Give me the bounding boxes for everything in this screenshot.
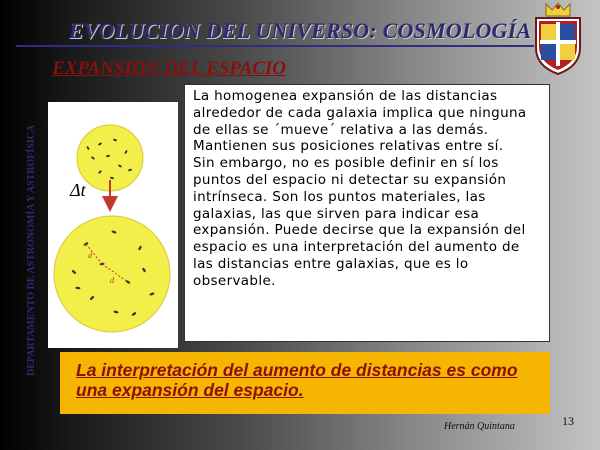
department-label: DEPARTAMENTO DE ASTRONOMÍA Y ASTROFÍSICA: [26, 124, 37, 376]
page-number: 13: [562, 414, 574, 428]
delta-t-label: Δt: [70, 180, 86, 200]
body-paragraph-1: La homogenea expansión de las distancias alrededor de cada galaxia implica que ninguna de ellas se ´mueve´ relativa a las demás. Mantienen sus posiciones relativas entre sí.: [193, 88, 527, 155]
slide-subtitle: EXPANSION DEL ESPACIO: [52, 58, 287, 79]
university-crest-logo: [530, 2, 586, 76]
expansion-diagram: [48, 102, 178, 348]
author-name: Hernán Quintana: [444, 421, 515, 432]
slide-title: EVOLUCION DEL UNIVERSO: COSMOLOGÍA: [68, 18, 532, 43]
body-paragraph-2: Sin embargo, no es posible definir en sí los puntos del espacio ni detectar su expansión intrínseca. Son los puntos materiales, las galaxias, las que sirven para indicar esa expansión. Puede decirse que la expansión del espacio es una interpretación del aumento de las distancias entre galaxias, que es lo observable.: [193, 155, 526, 289]
distance-label-2: d: [110, 276, 114, 285]
title-underline: [16, 45, 534, 47]
conclusion-highlight: La interpretación del aumento de distancias es como una expansión del espacio.: [60, 352, 550, 414]
expansion-figure: [48, 102, 178, 348]
large-universe-circle: [54, 216, 170, 332]
body-text-box: [184, 84, 550, 342]
distance-label-1: d: [88, 251, 92, 260]
